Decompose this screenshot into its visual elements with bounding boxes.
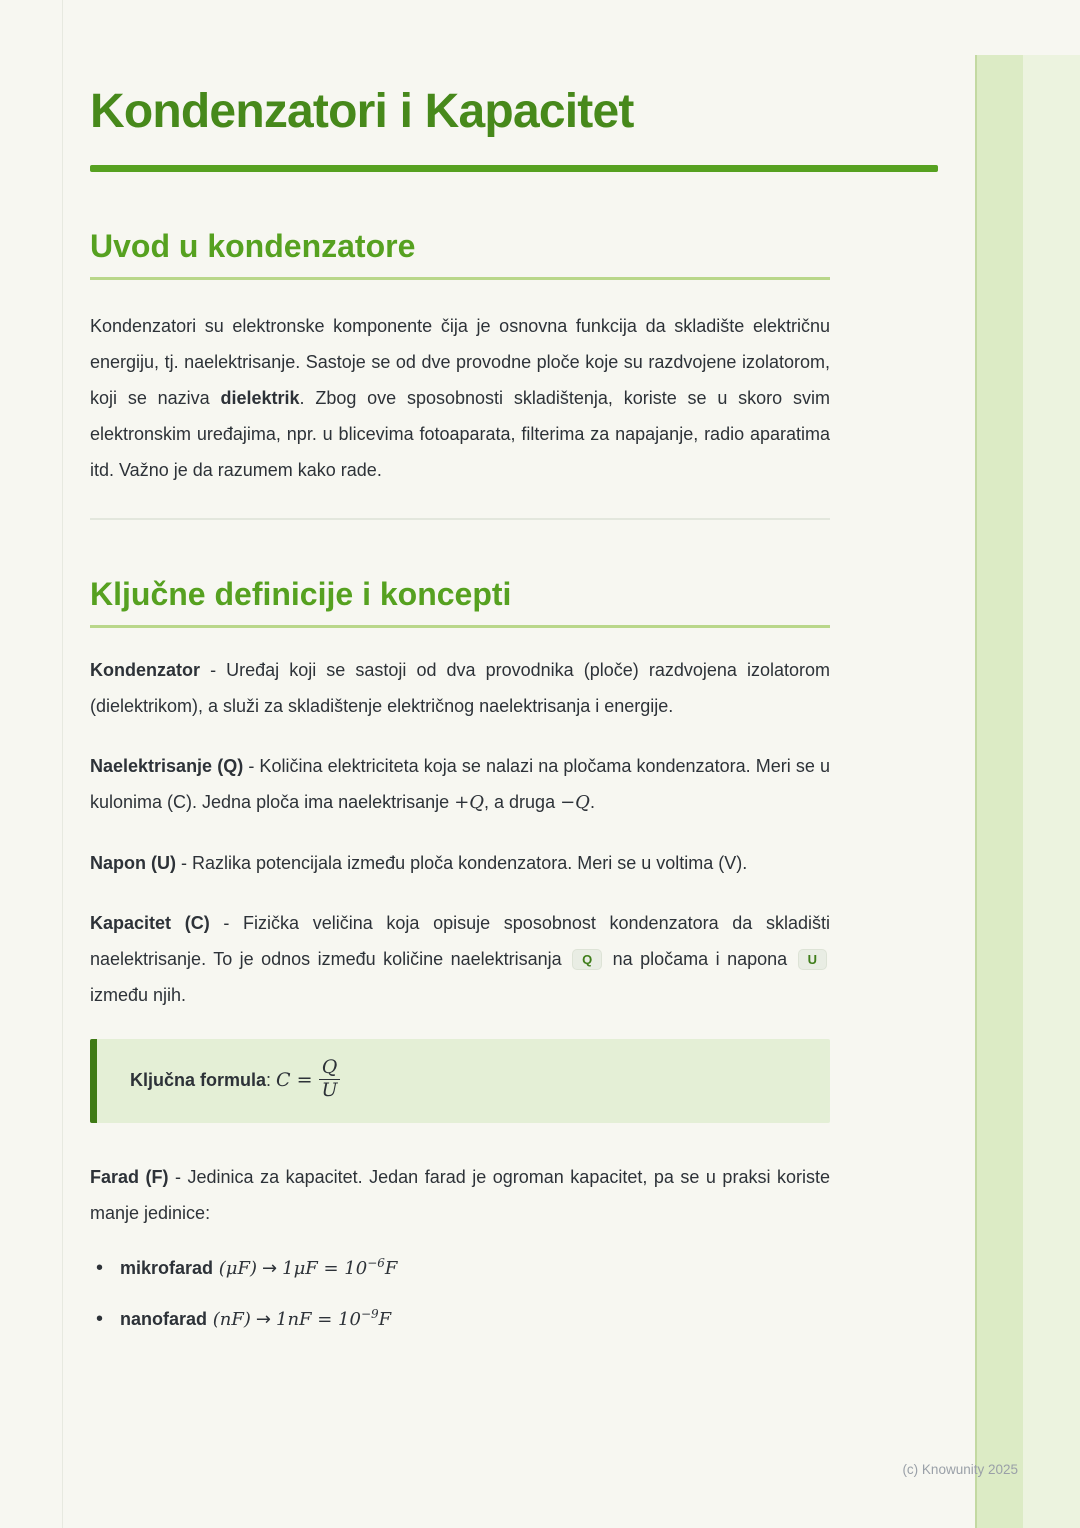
term-napon: Napon (U) xyxy=(90,852,176,873)
unit-name: mikrofarad xyxy=(120,1258,214,1279)
text-segment: na pločama i napona xyxy=(605,948,795,969)
unit-exponent: −9 xyxy=(360,1307,379,1322)
term-farad: Farad (F) xyxy=(90,1167,169,1188)
definition-napon xyxy=(90,845,830,881)
text-segment: između njih. xyxy=(90,984,187,1005)
section-definitions xyxy=(90,576,938,1336)
title-underline xyxy=(90,165,938,172)
unit-symbol: (nF) xyxy=(207,1309,251,1331)
unit-expression: 1μF = 10 xyxy=(282,1258,368,1280)
unit-exponent: −6 xyxy=(367,1256,385,1271)
heading-underline xyxy=(90,625,830,628)
unit-tail: F xyxy=(378,1309,392,1331)
term-kapacitet: Kapacitet (C) xyxy=(90,912,210,933)
bold-term-dielektrik: dielektrik xyxy=(220,387,300,408)
section-heading-definitions: Ključne definicije i koncepti xyxy=(90,575,512,612)
math-minus-q: −Q xyxy=(560,791,590,813)
left-margin-line xyxy=(62,0,63,1528)
side-stripe-decoration xyxy=(975,55,1080,1528)
fraction-numerator: Q xyxy=(319,1057,341,1080)
term-naelektrisanje: Naelektrisanje (Q) xyxy=(90,755,244,776)
text-segment: - Količina elektriciteta koja se nalazi na pločama kondenzatora. Meri se u kulonima (C). Jedna ploča ima naelektrisanje xyxy=(90,755,830,812)
list-item-mikrofarad xyxy=(90,1253,830,1284)
key-formula-callout xyxy=(90,1039,830,1124)
unit-symbol: (μF) xyxy=(213,1258,258,1280)
text-segment: - Jedinica za kapacitet. Jedan farad je ogroman kapacitet, pa se u praksi koriste manje jedinice: xyxy=(90,1167,830,1224)
unit-name: nanofarad xyxy=(120,1309,208,1330)
text-segment: - Uređaj koji se sastoji od dva provodnika (ploče) razdvojena izolatorom (dielektrikom), a služi za skladištenje električnog naelektrisanja i energije. xyxy=(90,659,830,716)
math-plus-q: +Q xyxy=(454,791,485,813)
text-segment: , a druga xyxy=(484,791,561,812)
text-segment: - Fizička veličina koja opisuje sposobnost kondenzatora da skladišti naelektrisanje. To je odnos između količine naelektrisanja xyxy=(90,912,830,969)
term-kondenzator: Kondenzator xyxy=(90,659,200,680)
section-heading-intro: Uvod u kondenzatore xyxy=(90,227,416,264)
text-segment: - Razlika potencijala između ploča kondenzatora. Meri se u voltima (V). xyxy=(175,852,748,873)
fraction-denominator: U xyxy=(321,1078,338,1101)
definition-kapacitet xyxy=(90,905,830,1013)
unit-tail: F xyxy=(384,1258,398,1280)
footer-credit: (c) Knowunity 2025 xyxy=(902,1462,1018,1477)
u-variable-badge: U xyxy=(798,949,827,970)
heading-underline xyxy=(90,277,830,280)
formula-fraction xyxy=(319,1057,341,1102)
text-segment: : xyxy=(266,1069,277,1090)
content-column xyxy=(90,0,938,1355)
page-title: Kondenzatori i Kapacitet xyxy=(90,85,634,138)
q-variable-badge: Q xyxy=(572,949,602,970)
definition-naelektrisanje xyxy=(90,748,830,821)
text-segment: . Zbog ove sposobnosti skladištenja, koriste se u skoro svim elektronskim uređajima, npr. u blicevima fotoaparata, filterima za napajanje, radio aparatima itd. Važno je da razumem kako rade. xyxy=(90,387,830,480)
intro-paragraph xyxy=(90,308,830,488)
arrow-icon: → xyxy=(255,1309,271,1331)
unit-expression: 1nF = 10 xyxy=(276,1309,361,1331)
formula-lhs: C = xyxy=(276,1068,313,1091)
callout-label: Ključna formula xyxy=(130,1069,267,1090)
definition-kondenzator xyxy=(90,652,830,724)
list-item-nanofarad xyxy=(90,1304,830,1335)
section-intro xyxy=(90,228,938,488)
text-segment: . xyxy=(589,791,595,812)
text-segment: Kondenzatori su elektronske komponente čija je osnovna funkcija da skladište električnu energiju, tj. naelektrisanje. Sastoje se od dve provodne ploče koje su razdvojene izolatorom, koji se naziva xyxy=(90,315,830,408)
unit-list xyxy=(90,1253,830,1335)
arrow-icon: → xyxy=(262,1258,278,1280)
section-divider xyxy=(90,518,830,520)
definition-farad xyxy=(90,1159,830,1231)
